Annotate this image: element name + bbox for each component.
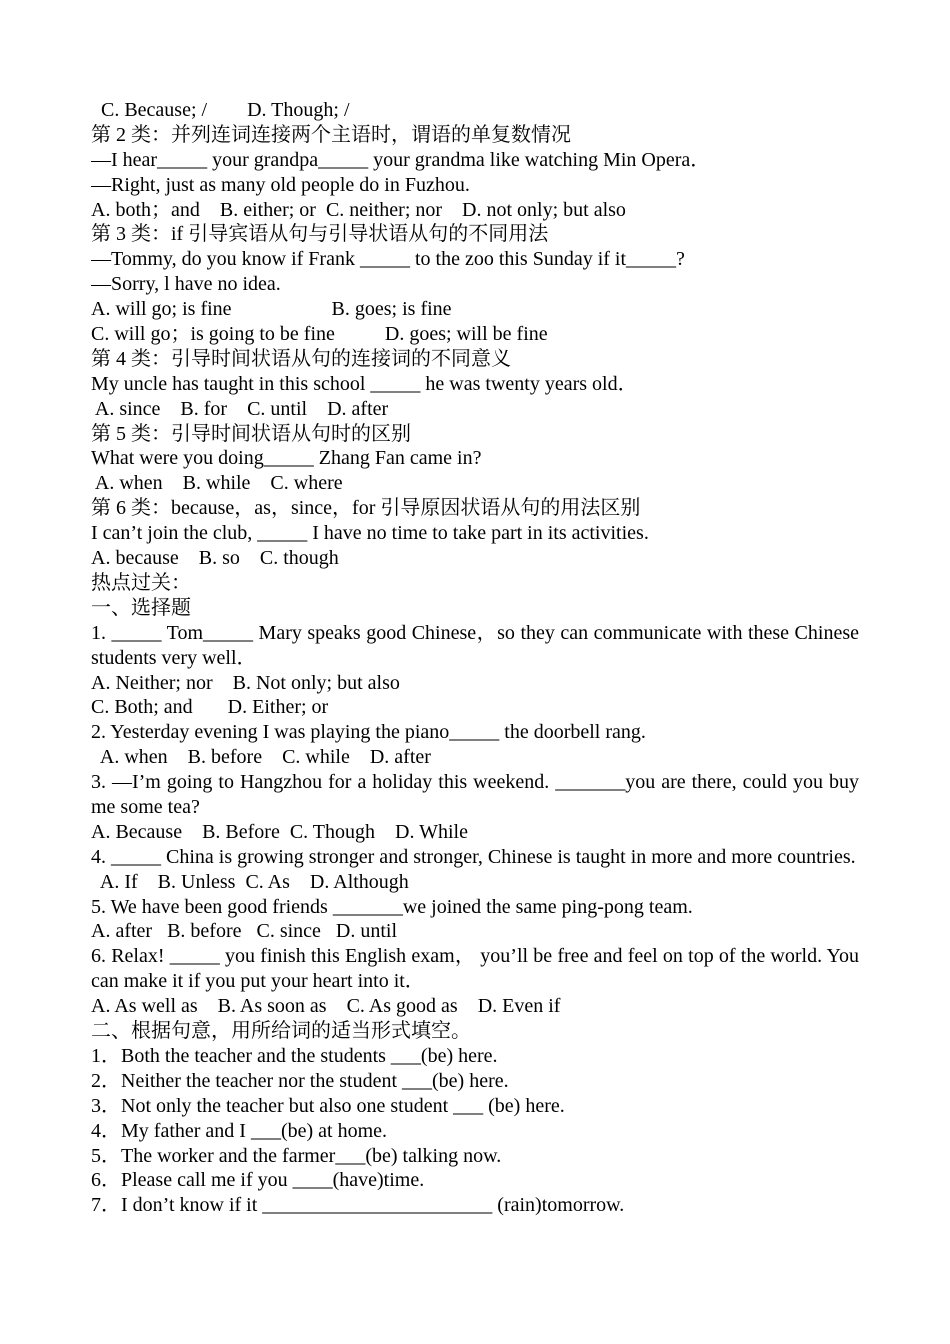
fill-in-item: 7．I don’t know if it _______________________ (rain)tomorrow.	[91, 1194, 625, 1217]
option-line: A. when B. before C. while D. after	[91, 746, 431, 769]
option-line: C. Both; and D. Either; or	[91, 696, 329, 719]
option-line: A. since B. for C. until D. after	[91, 397, 389, 420]
section-heading: 第 4 类：引导时间状语从句的连接词的不同意义	[91, 347, 511, 370]
option-line: A. If B. Unless C. As D. Although	[91, 870, 409, 893]
option-line: A. As well as B. As soon as C. As good as D. Even if	[91, 995, 561, 1018]
option-line: A. Because B. Before C. Though D. While	[91, 820, 468, 843]
question-text: —Sorry, l have no idea.	[91, 273, 281, 296]
question-text: 6. Relax! _____ you finish this English exam， you’ll be free and feel on top of the world. You can make it if you put your heart into it．	[91, 945, 864, 993]
question-text: My uncle has taught in this school _____ he was twenty years old．	[91, 372, 638, 395]
question-text: —Right, just as many old people do in Fuzhou.	[91, 173, 470, 196]
question-text: 3. —I’m going to Hangzhou for a holiday this weekend. _______you are there, could you buy me some tea?	[91, 771, 864, 818]
section-heading: 第 5 类：引导时间状语从句时的区别	[91, 422, 411, 445]
section-heading: 热点过关：	[91, 571, 191, 594]
fill-in-item: 1．Both the teacher and the students ___(be) here.	[91, 1044, 498, 1067]
question-text: —Tommy, do you know if Frank _____ to the zoo this Sunday if it_____?	[91, 248, 685, 271]
question-text: —I hear_____ your grandpa_____ your grandma like watching Min Opera．	[91, 148, 711, 171]
fill-in-item: 4．My father and I ___(be) at home.	[91, 1119, 388, 1142]
option-line: C. Because; / D. Though; /	[91, 99, 350, 121]
question-text: I can’t join the club, _____ I have no time to take part in its activities.	[91, 522, 649, 545]
section-heading: 二、根据句意，用所给词的适当形式填空。	[91, 1020, 471, 1043]
option-line: A. will go; is fine B. goes; is fine	[91, 298, 452, 321]
question-text: 5. We have been good friends _______we joined the same ping-pong team.	[91, 895, 693, 918]
option-line: A. both；and B. either; or C. neither; nor D. not only; but also	[91, 198, 626, 221]
option-line: A. Neither; nor B. Not only; but also	[91, 671, 400, 694]
section-heading: 第 6 类：because，as，since，for 引导原因状语从句的用法区别	[91, 497, 641, 520]
fill-in-item: 5．The worker and the farmer___(be) talking now.	[91, 1144, 502, 1167]
section-heading: 第 2 类：并列连词连接两个主语时，谓语的单复数情况	[91, 123, 571, 146]
question-text: What were you doing_____ Zhang Fan came in?	[91, 447, 482, 470]
question-text: 4. _____ China is growing stronger and stronger, Chinese is taught in more and more countries.	[91, 845, 856, 868]
fill-in-item: 2．Neither the teacher nor the student ___(be) here.	[91, 1069, 509, 1092]
option-line: A. when B. while C. where	[91, 472, 343, 495]
fill-in-item: 6．Please call me if you ____(have)time.	[91, 1169, 425, 1192]
fill-in-item: 3．Not only the teacher but also one student ___ (be) here.	[91, 1094, 565, 1117]
option-line: A. because B. so C. though	[91, 547, 339, 570]
document-page	[91, 98, 864, 1218]
question-text: 2. Yesterday evening I was playing the piano_____ the doorbell rang.	[91, 721, 646, 744]
option-line: A. after B. before C. since D. until	[91, 920, 398, 943]
option-line: C. will go；is going to be fine D. goes; will be fine	[91, 323, 548, 346]
section-heading: 一、选择题	[91, 596, 191, 619]
section-heading: 第 3 类：if 引导宾语从句与引导状语从句的不同用法	[91, 223, 549, 246]
question-text: 1. _____ Tom_____ Mary speaks good Chinese，so they can communicate with these Chinese students very well．	[91, 621, 864, 669]
